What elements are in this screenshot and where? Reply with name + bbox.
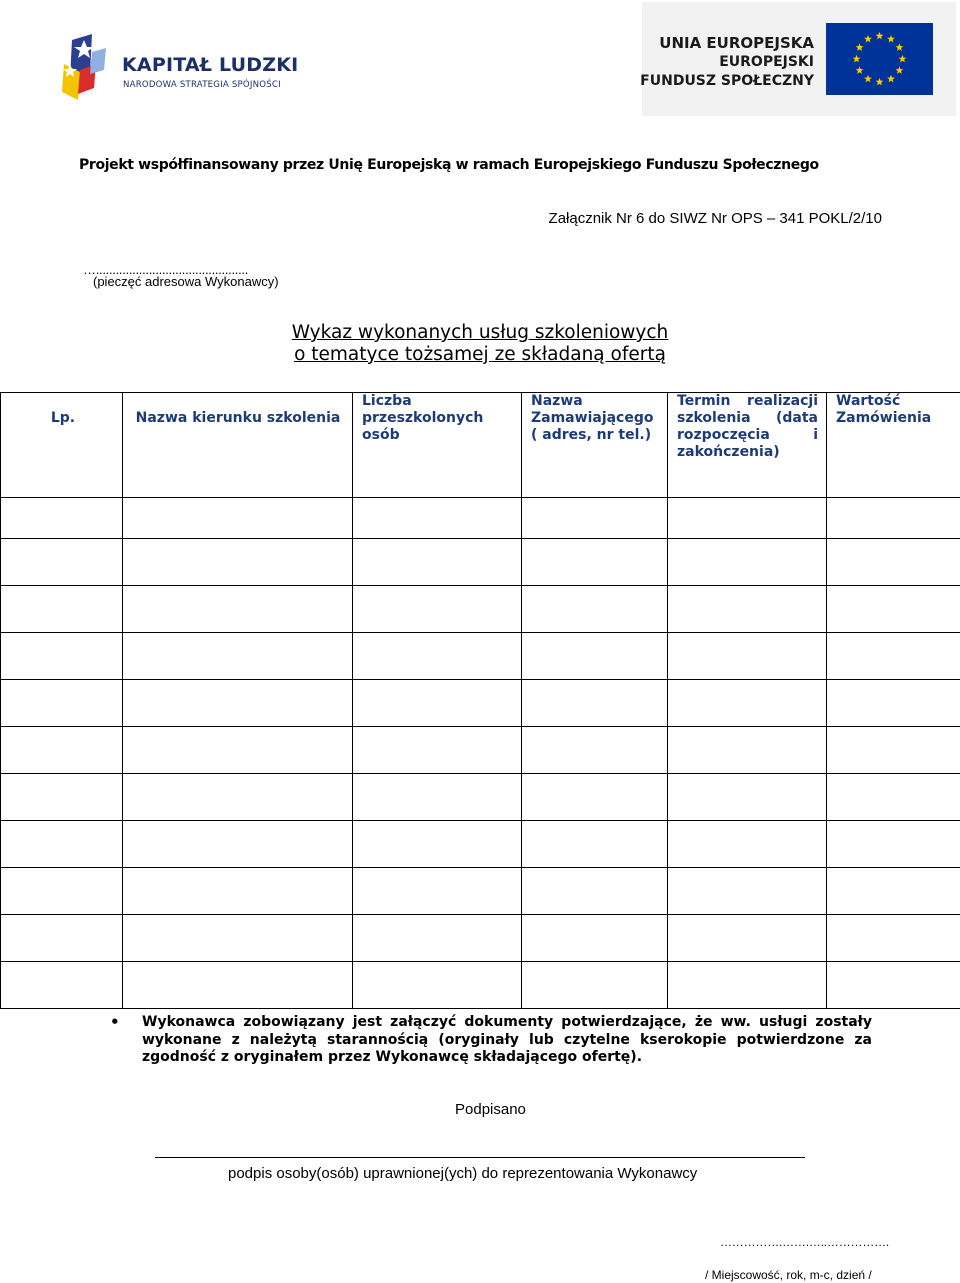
table-cell <box>668 586 827 633</box>
table-row <box>1 915 960 962</box>
table-header-row <box>1 393 960 498</box>
col-header-dates: Termin realizacji szkolenia (data rozpoczęcia i zakończenia) <box>668 393 827 498</box>
table-cell <box>123 539 353 586</box>
table-cell <box>522 915 668 962</box>
kapital-ludzki-name: KAPITAŁ LUDZKI <box>122 54 299 76</box>
table-cell <box>522 498 668 539</box>
table-cell <box>1 498 123 539</box>
eu-logo-line3: FUNDUSZ SPOŁECZNY <box>640 73 814 89</box>
col-header-lp: Lp. <box>1 393 123 498</box>
table-row <box>1 962 960 1009</box>
table-cell <box>123 774 353 821</box>
table-cell <box>827 498 960 539</box>
document-title-line2: o tematyce tożsamej ze składaną ofertą <box>294 344 666 365</box>
signature-caption: podpis osoby(osób) uprawnionej(ych) do reprezentowania Wykonawcy <box>228 1165 698 1182</box>
table-cell <box>827 727 960 774</box>
table-row <box>1 586 960 633</box>
table-row <box>1 868 960 915</box>
table-cell <box>827 586 960 633</box>
table-cell <box>522 680 668 727</box>
requirement-note-text: Wykonawca zobowiązany jest załączyć dokumenty potwierdzające, że ww. usługi zostały wykonane z należytą starannością (oryginały lub czytelne kserokopie potwierdzone za zgodność z oryginałem przez Wykonawcę składającego ofertę). <box>142 1014 872 1065</box>
table-cell <box>1 915 123 962</box>
table-cell <box>353 821 522 868</box>
table-cell <box>668 539 827 586</box>
table-cell <box>123 821 353 868</box>
table-cell <box>1 821 123 868</box>
kapital-ludzki-logo <box>62 34 299 106</box>
col-header-participants: Liczba przeszkolonych osób <box>353 393 522 498</box>
stamp-placeholder-dots: ….............................................. <box>83 262 249 277</box>
table-cell <box>123 498 353 539</box>
table-cell <box>668 633 827 680</box>
table-cell <box>827 868 960 915</box>
eu-flag-icon <box>826 23 933 95</box>
table-cell <box>1 680 123 727</box>
table-cell <box>522 868 668 915</box>
kapital-ludzki-subtitle: NARODOWA STRATEGIA SPÓJNOŚCI <box>123 80 281 90</box>
table-cell <box>123 962 353 1009</box>
kapital-ludzki-mark-icon <box>62 34 110 102</box>
table-cell <box>827 962 960 1009</box>
table-row <box>1 821 960 868</box>
table-cell <box>1 868 123 915</box>
place-date-label: / Miejscowość, rok, m-c, dzień / <box>705 1268 872 1282</box>
table-cell <box>1 727 123 774</box>
table-cell <box>123 915 353 962</box>
stamp-label: (pieczęć adresowa Wykonawcy) <box>93 274 279 289</box>
table-cell <box>353 680 522 727</box>
table-cell <box>522 821 668 868</box>
place-date-dots: …………….…….…..……………. <box>720 1235 890 1249</box>
table-cell <box>1 586 123 633</box>
table-cell <box>668 915 827 962</box>
table-cell <box>123 633 353 680</box>
eu-logo-line2: EUROPEJSKI <box>719 54 814 70</box>
col-header-value: Wartość Zamówienia <box>827 393 960 498</box>
table-cell <box>827 633 960 680</box>
col-header-client: Nazwa Zamawiającego ( adres, nr tel.) <box>522 393 668 498</box>
table-cell <box>123 680 353 727</box>
bullet-icon: • <box>110 1013 120 1031</box>
table-cell <box>668 774 827 821</box>
eu-logo-line1: UNIA EUROPEJSKA <box>659 34 814 52</box>
table-cell <box>353 962 522 1009</box>
table-cell <box>1 962 123 1009</box>
table-row <box>1 680 960 727</box>
table-cell <box>353 498 522 539</box>
signature-line <box>155 1157 805 1158</box>
table-cell <box>668 680 827 727</box>
table-row <box>1 633 960 680</box>
table-cell <box>353 727 522 774</box>
table-cell <box>353 915 522 962</box>
table-cell <box>522 774 668 821</box>
document-title <box>0 322 960 366</box>
table-cell <box>522 586 668 633</box>
table-cell <box>827 774 960 821</box>
table-cell <box>353 586 522 633</box>
table-cell <box>522 962 668 1009</box>
table-cell <box>522 633 668 680</box>
table-cell <box>668 498 827 539</box>
table-cell <box>1 774 123 821</box>
attachment-reference: Załącznik Nr 6 do SIWZ Nr OPS – 341 POKL/2/10 <box>548 210 882 227</box>
table-row <box>1 539 960 586</box>
table-cell <box>668 962 827 1009</box>
table-cell <box>353 774 522 821</box>
table-row <box>1 727 960 774</box>
table-body <box>1 498 960 1009</box>
table-cell <box>827 539 960 586</box>
table-cell <box>668 727 827 774</box>
table-cell <box>668 821 827 868</box>
services-table <box>0 392 960 1009</box>
table-cell <box>1 633 123 680</box>
table-cell <box>1 539 123 586</box>
project-cofinancing-line: Projekt współfinansowany przez Unię Europejską w ramach Europejskiego Funduszu Społecznego <box>79 157 819 173</box>
table-cell <box>668 868 827 915</box>
signed-label: Podpisano <box>455 1101 526 1118</box>
table-row <box>1 774 960 821</box>
eu-logo-text <box>640 34 814 91</box>
table-cell <box>123 727 353 774</box>
table-cell <box>353 633 522 680</box>
table-cell <box>123 868 353 915</box>
table-cell <box>827 821 960 868</box>
document-title-line1: Wykaz wykonanych usług szkoleniowych <box>291 322 669 343</box>
table-cell <box>353 539 522 586</box>
eu-logo <box>642 2 956 116</box>
table-cell <box>827 915 960 962</box>
table-cell <box>522 727 668 774</box>
table-cell <box>522 539 668 586</box>
col-header-training-name: Nazwa kierunku szkolenia <box>123 393 353 498</box>
table-row <box>1 498 960 539</box>
table-cell <box>827 680 960 727</box>
table-cell <box>123 586 353 633</box>
table-cell <box>353 868 522 915</box>
